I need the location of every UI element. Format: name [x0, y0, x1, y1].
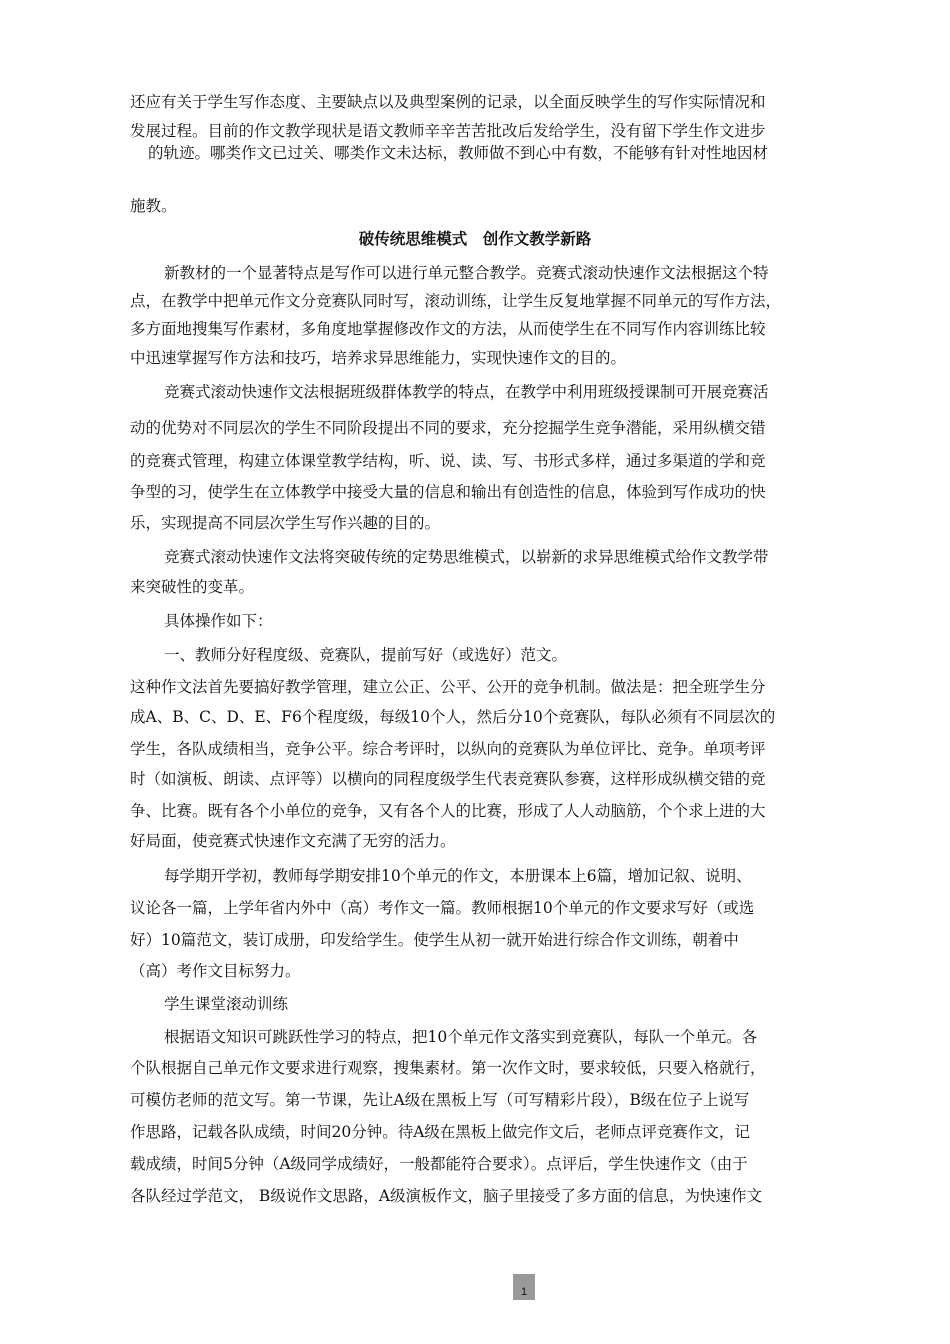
- text-line: 时（如演板、朗读、点评等）以横向的同程度级学生代表竞赛队参赛，这样形成纵横交错的竞: [130, 770, 766, 788]
- text-line: 具体操作如下：: [164, 612, 273, 630]
- text-line: 成A、B、C、D、E、F6个程度级，每级10个人，然后分10个竞赛队，每队必须有不同层次的: [130, 708, 776, 726]
- text-line: 的竞赛式管理，构建立体课堂教学结构，听、说、读、写、书形式多样，通过多渠道的学和竞: [130, 452, 766, 470]
- text-line: 这种作文法首先要搞好教学管理，建立公正、公平、公开的竞争机制。做法是：把全班学生分: [130, 678, 766, 696]
- text-line: 中迅速掌握写作方法和技巧，培养求异思维能力，实现快速作文的目的。: [130, 349, 627, 367]
- text-line: 争型的习，使学生在立体教学中接受大量的信息和输出有创造性的信息，体验到写作成功的快: [130, 483, 766, 501]
- section-heading: 破传统思维模式 创作文教学新路: [358, 229, 592, 248]
- page-number: 1: [520, 1286, 528, 1298]
- text-line: 点，在教学中把单元作文分竞赛队同时写，滚动训练，让学生反复地掌握不同单元的写作方法，: [130, 292, 782, 310]
- text-line: 竞赛式滚动快速作文法根据班级群体教学的特点，在教学中利用班级授课制可开展竞赛活: [164, 383, 769, 401]
- text-line: 竞赛式滚动快速作文法将突破传统的定势思维模式，以崭新的求异思维模式给作文教学带: [164, 548, 769, 566]
- text-line: 学生，各队成绩相当，竞争公平。综合考评时，以纵向的竞赛队为单位评比、竞争。单项考评: [130, 740, 766, 758]
- text-line: 根据语文知识可跳跃性学习的特点，把10个单元作文落实到竞赛队，每队一个单元。各: [164, 1028, 758, 1046]
- text-line: 动的优势对不同层次的学生不同阶段提出不同的要求，充分挖掘学生竞争潜能，采用纵横交错: [130, 419, 766, 437]
- text-line: 学生课堂滚动训练: [164, 995, 289, 1013]
- text-line: 个队根据自己单元作文要求进行观察，搜集素材。第一次作文时，要求较低，只要入格就行，: [130, 1059, 766, 1077]
- text-line: 各队经过学范文， B级说作文思路，A级演板作文，脑子里接受了多方面的信息，为快速作文: [130, 1187, 763, 1205]
- text-line: 议论各一篇，上学年省内外中（高）考作文一篇。教师根据10个单元的作文要求写好（或选: [130, 899, 755, 917]
- text-line: 一、教师分好程度级、竞赛队，提前写好（或选好）范文。: [164, 646, 568, 664]
- text-line: 好）10篇范文，装订成册，印发给学生。使学生从初一就开始进行综合作文训练，朝着中: [130, 931, 739, 949]
- text-line: 新教材的一个显著特点是写作可以进行单元整合教学。竞赛式滚动快速作文法根据这个特: [164, 264, 769, 282]
- text-line: 争、比赛。既有各个小单位的竞争，又有各个人的比赛，形成了人人动脑筋，个个求上进的大: [130, 802, 766, 820]
- text-line: 乐，实现提高不同层次学生写作兴趣的目的。: [130, 514, 441, 532]
- text-line: 施教。: [130, 197, 177, 215]
- text-line: 好局面，使竞赛式快速作文充满了无穷的活力。: [130, 832, 456, 850]
- text-line: 可模仿老师的范文写。第一节课，先让A级在黑板上写（可写精彩片段），B级在位子上说写: [130, 1091, 750, 1109]
- text-line: 每学期开学初，教师每学期安排10个单元的作文，本册课本上6篇，增加记叙、说明、: [164, 867, 752, 885]
- text-line: （高）考作文目标努力。: [130, 962, 301, 980]
- text-line: 作思路，记载各队成绩，时间20分钟。待A级在黑板上做完作文后，老师点评竞赛作文，记: [130, 1123, 750, 1141]
- text-line: 多方面地搜集写作素材，多角度地掌握修改作文的方法，从而使学生在不同写作内容训练比较: [130, 320, 766, 338]
- text-line: 的轨迹。哪类作文已过关、哪类作文未达标，教师做不到心中有数，不能够有针对性地因材: [148, 144, 769, 162]
- text-line: 发展过程。目前的作文教学现状是语文教师辛辛苦苦批改后发给学生，没有留下学生作文进步: [130, 122, 766, 140]
- text-line: 载成绩，时间5分钟（A级同学成绩好，一般都能符合要求）。点评后，学生快速作文（由于: [130, 1155, 748, 1173]
- text-line: 来突破性的变革。: [130, 578, 255, 596]
- text-line: 还应有关于学生写作态度、主要缺点以及典型案例的记录，以全面反映学生的写作实际情况和: [130, 93, 766, 111]
